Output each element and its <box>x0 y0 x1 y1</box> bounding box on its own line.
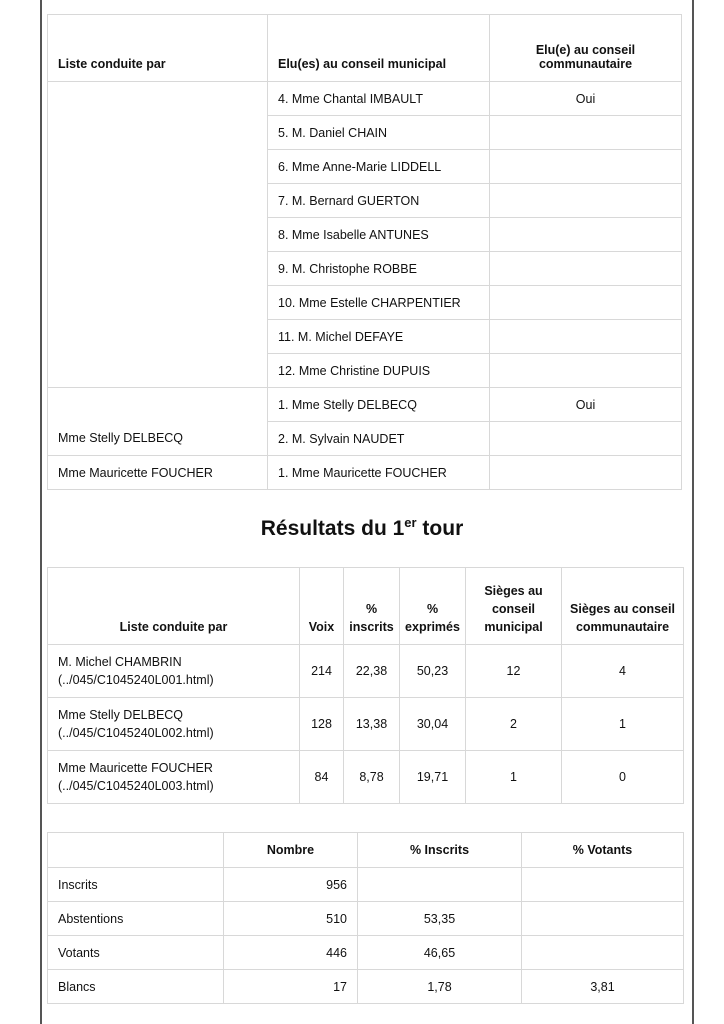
elu-name: 10. Mme Estelle CHARPENTIER <box>268 286 490 320</box>
elu-communautaire <box>490 218 682 252</box>
pct-exprimes-cell: 19,71 <box>400 751 466 804</box>
header-liste: Liste conduite par <box>48 568 300 645</box>
table-row <box>48 456 682 490</box>
liste-name: M. Michel CHAMBRIN <box>58 655 182 669</box>
stat-label: Inscrits <box>48 868 224 902</box>
elu-name: 6. Mme Anne-Marie LIDDELL <box>268 150 490 184</box>
elu-name: 1. Mme Mauricette FOUCHER <box>268 456 490 490</box>
header-sieges-communautaire: Sièges au conseil communautaire <box>562 568 684 645</box>
elus-table <box>47 14 682 490</box>
sieges-communautaire-cell: 0 <box>562 751 684 804</box>
liste-link[interactable]: (../045/C1045240L001.html) <box>58 673 214 687</box>
stat-pct-inscrits <box>358 868 522 902</box>
stat-nombre: 17 <box>224 970 358 1004</box>
header-pct-inscrits: % inscrits <box>344 568 400 645</box>
stat-pct-votants: 3,81 <box>522 970 684 1004</box>
sieges-municipal-cell: 2 <box>466 698 562 751</box>
sieges-municipal-cell: 12 <box>466 645 562 698</box>
elu-communautaire: Oui <box>490 82 682 116</box>
pct-exprimes-cell: 30,04 <box>400 698 466 751</box>
liste-cell <box>48 82 268 388</box>
table-row <box>48 388 682 422</box>
voix-cell: 128 <box>300 698 344 751</box>
header-sieges-municipal: Sièges au conseil municipal <box>466 568 562 645</box>
page-title <box>0 515 724 541</box>
sieges-communautaire-cell: 4 <box>562 645 684 698</box>
scan-edge-left <box>40 0 42 1024</box>
title-main: Résultats du 1 <box>260 517 405 540</box>
elu-name: 9. M. Christophe ROBBE <box>268 252 490 286</box>
stat-pct-votants <box>522 902 684 936</box>
stat-nombre: 510 <box>224 902 358 936</box>
results-table-header <box>48 568 684 645</box>
title-superscript: er <box>404 515 417 530</box>
elu-communautaire <box>490 354 682 388</box>
elu-name: 2. M. Sylvain NAUDET <box>268 422 490 456</box>
scan-edge-right <box>692 0 694 1024</box>
table-row <box>48 82 682 116</box>
elu-communautaire <box>490 286 682 320</box>
liste-name-cell <box>48 645 300 698</box>
table-row <box>48 645 684 698</box>
elu-name: 1. Mme Stelly DELBECQ <box>268 388 490 422</box>
title-end: tour <box>416 517 464 540</box>
stat-pct-votants <box>522 868 684 902</box>
elu-name: 4. Mme Chantal IMBAULT <box>268 82 490 116</box>
pct-inscrits-cell: 8,78 <box>344 751 400 804</box>
header-voix: Voix <box>300 568 344 645</box>
stat-label: Votants <box>48 936 224 970</box>
liste-name: Mme Mauricette FOUCHER <box>58 761 213 775</box>
header-elus-communautaire: Elu(e) au conseil communautaire <box>490 15 682 82</box>
stat-pct-votants <box>522 936 684 970</box>
liste-link[interactable]: (../045/C1045240L002.html) <box>58 726 214 740</box>
elu-name: 11. M. Michel DEFAYE <box>268 320 490 354</box>
pct-exprimes-cell: 50,23 <box>400 645 466 698</box>
pct-inscrits-cell: 13,38 <box>344 698 400 751</box>
stats-table <box>47 832 684 1004</box>
table-row <box>48 970 684 1004</box>
header-elus-municipal: Elu(es) au conseil municipal <box>268 15 490 82</box>
elu-communautaire <box>490 184 682 218</box>
elu-communautaire <box>490 422 682 456</box>
header-pct-votants: % Votants <box>522 833 684 868</box>
liste-name-cell <box>48 698 300 751</box>
elu-name: 7. M. Bernard GUERTON <box>268 184 490 218</box>
table-row <box>48 698 684 751</box>
stat-pct-inscrits: 1,78 <box>358 970 522 1004</box>
elu-communautaire <box>490 150 682 184</box>
stat-pct-inscrits: 46,65 <box>358 936 522 970</box>
elu-communautaire <box>490 320 682 354</box>
elu-communautaire <box>490 456 682 490</box>
voix-cell: 214 <box>300 645 344 698</box>
elu-name: 5. M. Daniel CHAIN <box>268 116 490 150</box>
liste-cell: Mme Mauricette FOUCHER <box>48 456 268 490</box>
table-row <box>48 902 684 936</box>
liste-cell: Mme Stelly DELBECQ <box>48 388 268 456</box>
table-row <box>48 751 684 804</box>
liste-name-cell <box>48 751 300 804</box>
header-blank <box>48 833 224 868</box>
header-pct-inscrits: % Inscrits <box>358 833 522 868</box>
elu-communautaire: Oui <box>490 388 682 422</box>
stat-pct-inscrits: 53,35 <box>358 902 522 936</box>
header-pct-exprimes: % exprimés <box>400 568 466 645</box>
elu-name: 8. Mme Isabelle ANTUNES <box>268 218 490 252</box>
table-row <box>48 936 684 970</box>
liste-link[interactable]: (../045/C1045240L003.html) <box>58 779 214 793</box>
elu-communautaire <box>490 116 682 150</box>
stat-label: Abstentions <box>48 902 224 936</box>
elu-name: 12. Mme Christine DUPUIS <box>268 354 490 388</box>
stat-nombre: 446 <box>224 936 358 970</box>
stat-label: Blancs <box>48 970 224 1004</box>
table-row <box>48 868 684 902</box>
voix-cell: 84 <box>300 751 344 804</box>
sieges-municipal-cell: 1 <box>466 751 562 804</box>
pct-inscrits-cell: 22,38 <box>344 645 400 698</box>
elus-table-header <box>48 15 682 82</box>
elu-communautaire <box>490 252 682 286</box>
stats-table-header <box>48 833 684 868</box>
sieges-communautaire-cell: 1 <box>562 698 684 751</box>
results-table <box>47 567 684 804</box>
stat-nombre: 956 <box>224 868 358 902</box>
liste-name: Mme Stelly DELBECQ <box>58 708 184 722</box>
header-liste: Liste conduite par <box>48 15 268 82</box>
header-nombre: Nombre <box>224 833 358 868</box>
